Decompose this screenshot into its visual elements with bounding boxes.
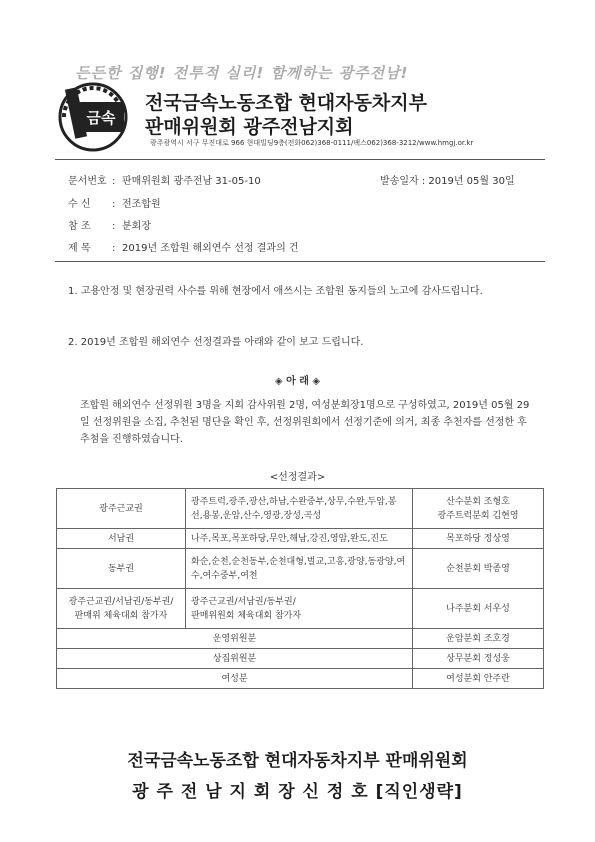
category-cell: 상집위원분 (57, 649, 413, 669)
recipient-cell: 여성분회 안주란 (413, 669, 544, 689)
subject-value: 2019년 조합원 해외연수 선정 결과의 건 (122, 243, 299, 254)
contact-address: 광주광역시 서구 무진대로 966 현대빌딩9층(전화062)368-0111/팩스062)368-3212/www.hmgj.or.kr (150, 139, 474, 147)
reference-label: 참 조 (68, 221, 91, 232)
subject-row: 제 목 : 2019년 조합원 해외연수 선정 결과의 건 (68, 239, 299, 254)
reference-row: 참 조 : 분회장 (68, 217, 151, 232)
recipient-cell: 목포하당 정상영 (413, 529, 544, 549)
notice-heading: ◈ 아 래 ◈ (274, 376, 321, 387)
table-row (57, 529, 544, 549)
send-date-row: 발송일자 : 2019년 05월 30일 (380, 176, 515, 187)
union-logo-icon (56, 80, 130, 152)
branch-name: 판매위원회 광주전남지회 (145, 116, 354, 138)
union-name: 전국금속노동조합 현대자동차지부 (145, 92, 427, 114)
region-cell: 동부권 (57, 549, 186, 589)
recipient-cell: 산수분회 조형호 광주트럭분회 김현영 (413, 489, 544, 529)
region-cell: 서남권 (57, 529, 186, 549)
doc-number-row: 문서번호 : 판매위원회 광주전남 31-05-10 (68, 172, 261, 187)
areas-cell: 나주,목포,목포하당,무안,해남,강진,영암,완도,진도 (186, 529, 413, 549)
meta-divider (55, 261, 545, 262)
reference-value: 분회장 (122, 221, 151, 232)
doc-number-value: 판매위원회 광주전남 31-05-10 (122, 176, 261, 187)
region-cell: 광주근교권 (57, 489, 186, 529)
results-heading: <선정결과> (269, 472, 326, 483)
category-cell: 운영위원분 (57, 629, 413, 649)
table-row (57, 549, 544, 589)
table-row (57, 589, 544, 629)
logo-text: 금속 (86, 109, 116, 127)
recipient-value: 전조합원 (122, 199, 161, 210)
header-divider (55, 159, 545, 160)
category-cell: 여성분 (57, 669, 413, 689)
table-row (57, 669, 544, 689)
areas-cell: 광주근교권/서남권/동부권/ 판매위원회 체육대회 참가자 (186, 589, 413, 629)
results-table (56, 488, 544, 689)
table-row (57, 489, 544, 529)
recipient-cell: 순천분회 박종영 (413, 549, 544, 589)
recipient-cell: 상무분회 정성웅 (413, 649, 544, 669)
paragraph-1: 1. 고용안정 및 현장권력 사수를 위해 현장에서 애쓰시는 조합원 동지들의 노고에 감사드립니다. (68, 286, 483, 297)
recipient-row: 수 신 : 전조합원 (68, 195, 161, 210)
areas-cell: 화순,순천,순천동부,순천대형,벌교,고흥,광양,동광양,여수,여수중부,여천 (186, 549, 413, 589)
doc-number-label: 문서번호 (68, 176, 107, 187)
send-date-label: 발송일자 (380, 176, 419, 187)
areas-cell: 광주트럭,광주,광산,하남,수완중부,상무,수완,두암,봉선,용봉,운암,산수,영광,장성,곡성 (186, 489, 413, 529)
paragraph-3: 조합원 해외연수 선정위원 3명을 지회 감사위원 2명, 여성분회장1명으로 구성하였고, 2019년 05월 29일 선정위원을 소집, 추천된 명단을 확인 후, 선정위원회에서 선정기준에 의거, 최종 추천자를 선정한 후 추첨을 진행하였습니다. (80, 400, 530, 445)
table-row (57, 629, 544, 649)
send-date-value: 2019년 05월 30일 (428, 176, 515, 187)
recipient-label: 수 신 (68, 199, 91, 210)
paragraph-2: 2. 2019년 조합원 해외연수 선정결과를 아래와 같이 보고 드립니다. (68, 337, 364, 348)
footer-organization: 전국금속노동조합 현대자동차지부 판매위원회 (127, 751, 468, 771)
recipient-cell: 운암분회 조호경 (413, 629, 544, 649)
subject-label: 제 목 (68, 243, 91, 254)
region-cell: 광주근교권/서남권/동부권/ 판매위 체육대회 참가자 (57, 589, 186, 629)
slogan: 든든한 집행! 전투적 실리! 함께하는 광주전남! (75, 64, 409, 82)
table-row (57, 649, 544, 669)
recipient-cell: 나주분회 서우성 (413, 589, 544, 629)
footer-signatory: 광 주 전 남 지 회 장 신 정 호 [직인생략] (132, 782, 463, 802)
